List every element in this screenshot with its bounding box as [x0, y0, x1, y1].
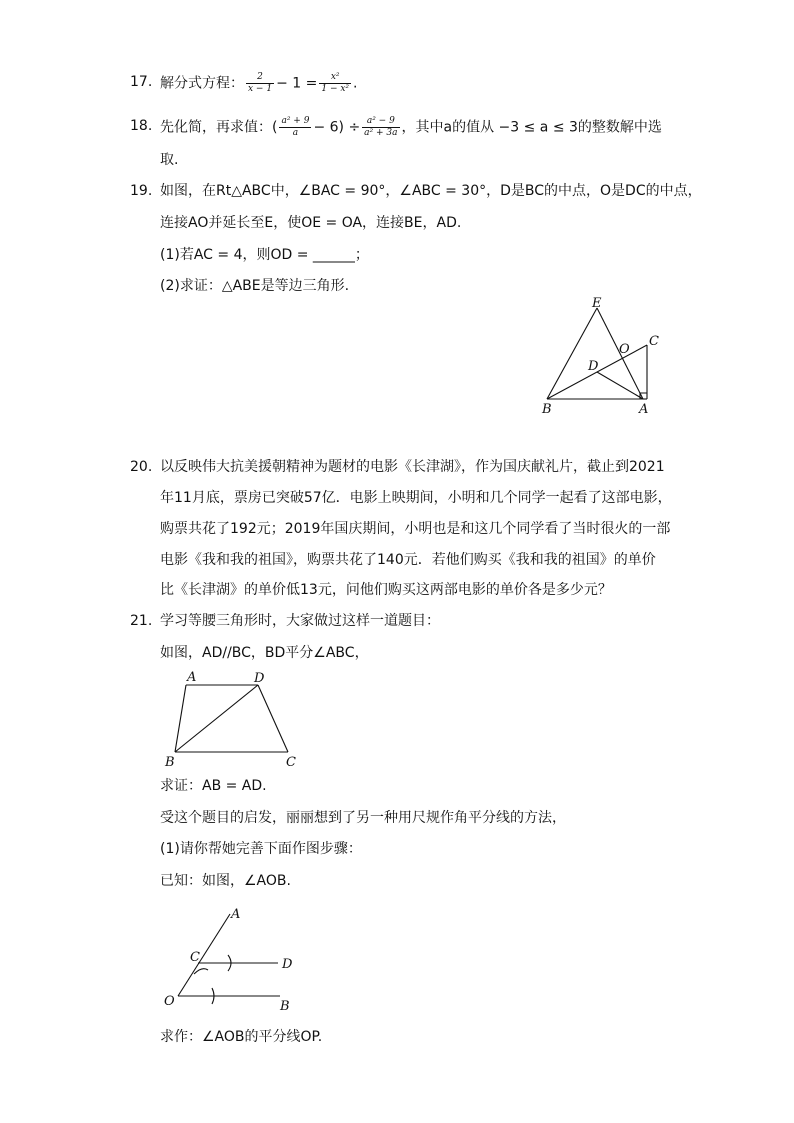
q21-line7: 求作：∠AOB的平分线OP. — [160, 1029, 323, 1045]
q18-prefix: 先化简，再求值：( — [160, 119, 278, 136]
arc-mark-1 — [194, 969, 208, 974]
q20-line1: 以反映伟大抗美援朝精神为题材的电影《长津湖》，作为国庆献礼片，截止到2021 — [160, 459, 665, 475]
q19-figure — [530, 295, 670, 420]
q19-number: 19. — [130, 183, 153, 199]
label-b: B — [165, 755, 175, 770]
segment-ab — [175, 685, 186, 752]
label-c: C — [190, 950, 200, 965]
label-a: A — [639, 402, 649, 417]
label-c: C — [649, 334, 659, 349]
segment-bd — [175, 685, 258, 752]
label-b: B — [542, 402, 552, 417]
q19-line2: 连接AO并延长至E，使OE = OA，连接BE，AD. — [160, 215, 462, 231]
q17-text: 解分式方程： $\frac{2}{x - 1}$ − 1 = $\frac{\text{x²}}{\text{1 − x²}}$ . — [160, 72, 358, 94]
q17-mid: − 1 = — [276, 75, 318, 92]
segment-dc — [258, 685, 288, 752]
q21-angle-figure — [158, 900, 308, 1015]
label-d: D — [588, 359, 599, 374]
q19-line1: 如图，在Rt△ABC中，∠BAC = 90°，∠ABC = 30°，D是BC的中点，O是DC的中点， — [160, 183, 702, 199]
q18-line2: 取. — [160, 152, 179, 168]
q21-trapezoid-figure — [158, 665, 308, 773]
q20-number: 20. — [130, 459, 153, 475]
q18-number: 18. — [130, 118, 153, 134]
q17-fraction-1: $\frac{2}{x - 1}$ — [248, 72, 273, 94]
q18-fraction-1: $\frac{\text{a² + 9}}{a}$ — [281, 116, 310, 138]
q18-fraction-2: $\frac{\text{a² − 9}}{\text{a² + 3a}}$ — [364, 116, 398, 138]
q20-line2: 年11月底，票房已突破57亿．电影上映期间，小明和几个同学一起看了这部电影， — [160, 490, 672, 506]
label-e: E — [592, 296, 602, 311]
q17-prefix: 解分式方程： — [160, 75, 244, 92]
label-b: B — [280, 999, 290, 1014]
label-o: O — [164, 994, 175, 1009]
q18-text — [160, 116, 662, 139]
label-c: C — [286, 755, 296, 770]
ray-oa — [178, 914, 230, 996]
label-a: A — [231, 907, 241, 922]
label-d: D — [254, 671, 265, 686]
q17-number: 17. — [130, 74, 153, 90]
q21-line5: (1)请你帮她完善下面作图步骤： — [160, 841, 362, 857]
q17-fraction-2: $\frac{\text{x²}}{\text{1 − x²}}$ — [321, 72, 350, 94]
q18-suffix: ，其中a的值从 −3 ≤ a ≤ 3的整数解中选 — [401, 119, 662, 136]
label-a: A — [187, 670, 197, 685]
q21-line1: 学习等腰三角形时，大家做过这样一道题目： — [160, 613, 440, 629]
q21-line3: 求证：AB = AD. — [160, 778, 267, 794]
q20-line4: 电影《我和我的祖国》，购票共花了140元．若他们购买《我和我的祖国》的单价 — [160, 552, 656, 568]
q18-mid: − 6) ÷ — [313, 119, 361, 136]
q21-line6: 已知：如图，∠AOB. — [160, 873, 291, 889]
q20-line5: 比《长津湖》的单价低13元，问他们购买这两部电影的单价各是多少元？ — [160, 582, 612, 598]
label-o: O — [619, 342, 630, 357]
q20-line3: 购票共花了192元；2019年国庆期间，小明也是和这几个同学看了当时很火的一部 — [160, 521, 671, 537]
q21-number: 21. — [130, 613, 153, 629]
q19-part1: (1)若AC = 4，则OD = ______； — [160, 247, 369, 263]
label-d: D — [282, 957, 293, 972]
q21-line2: 如图，AD//BC，BD平分∠ABC， — [160, 645, 369, 661]
q19-part2: (2)求证：△ABE是等边三角形. — [160, 278, 350, 294]
q21-line4: 受这个题目的启发，丽丽想到了另一种用尺规作角平分线的方法， — [160, 810, 566, 826]
